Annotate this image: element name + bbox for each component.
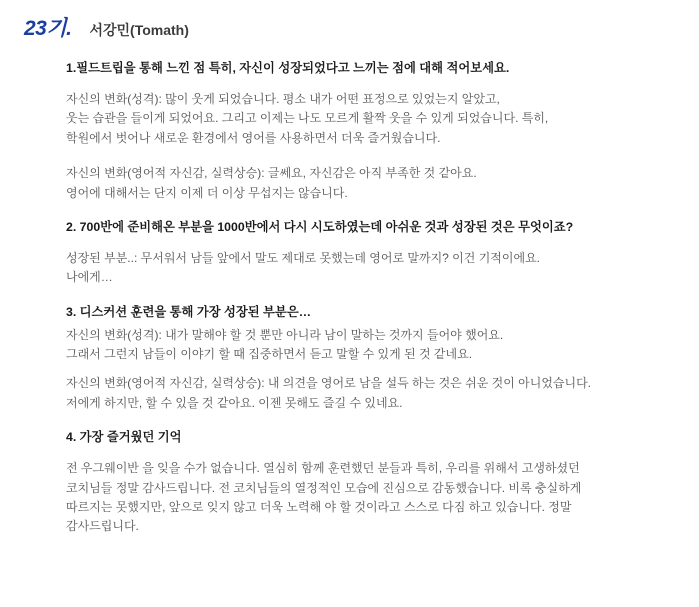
qa-item-1 xyxy=(66,60,671,203)
answer-3-1: 자신의 변화(성격): 내가 말해야 할 것 뿐만 아니라 남이 말하는 것까지 들어야 했어요. 그래서 그런지 남들이 이야기 할 때 집중하면서 듣고 말할 수 있게 된 것 같네요. xyxy=(66,327,504,361)
answer-3-2: 자신의 변화(영어적 자신감, 실력상승): 내 의견을 영어로 남을 설득 하는 것은 쉬운 것이 아니었습니다. 저에게 하지만, 할 수 있을 것 같아요. 이젠 못해도 즐길 수 있네요. xyxy=(66,376,592,410)
document-header xyxy=(24,12,681,42)
answer-4-1: 전 우그웨이반 을 잊을 수가 없습니다. 열심히 함께 훈련했던 분들과 특히, 우리를 위해서 고생하셨던 코치님들 정말 감사드립니다. 전 코치님들의 열정적인 모습에 진심으로 감동했습니다. 비록 충실하게 따르지는 못했지만, 앞으로 잊지 않고 더욱 노력해 야 할 것이라고 스스로 다짐 하고 있습니다. 정말 감사드립니다. xyxy=(66,461,582,534)
qa-item-4 xyxy=(66,429,671,537)
document-body xyxy=(66,60,671,537)
answer-1-2: 자신의 변화(영어적 자신감, 실력상승): 글쎄요, 자신감은 아직 부족한 것 같아요. 영어에 대해서는 단지 이제 더 이상 무섭지는 않습니다. xyxy=(66,166,477,200)
author-name: 서강민(Tomath) xyxy=(89,22,189,38)
batch-number: 23기. xyxy=(24,17,72,40)
answer-2-1: 성장된 부분..: 무서워서 남들 앞에서 말도 제대로 못했는데 영어로 말까지? 이건 기적이에요. 나에게… xyxy=(66,250,540,285)
question-4: 4. 가장 즐거웠던 기억 xyxy=(66,430,182,445)
qa-item-2 xyxy=(66,219,671,288)
question-1: 1.필드트립을 통해 느낀 점 특히, 자신이 성장되었다고 느끼는 점에 대해 적어보세요. xyxy=(66,61,510,75)
answer-1-1: 자신의 변화(성격): 많이 웃게 되었습니다. 평소 내가 어떤 표정으로 있었는지 알았고, 웃는 습관을 들이게 되었어요. 그리고 이제는 나도 모르게 활짝 웃을 수 있게 되었습니다. 특히, 학원에서 벗어나 새로운 환경에서 영어를 사용하면서 더욱 즐거웠습니다. xyxy=(66,91,549,145)
question-2: 2. 700반에 준비해온 부분을 1000반에서 다시 시도하였는데 아쉬운 것과 성장된 것은 무엇이죠? xyxy=(66,220,574,235)
qa-item-3 xyxy=(66,304,671,414)
question-3: 3. 디스커션 훈련을 통해 가장 성장된 부분은… xyxy=(66,304,311,319)
